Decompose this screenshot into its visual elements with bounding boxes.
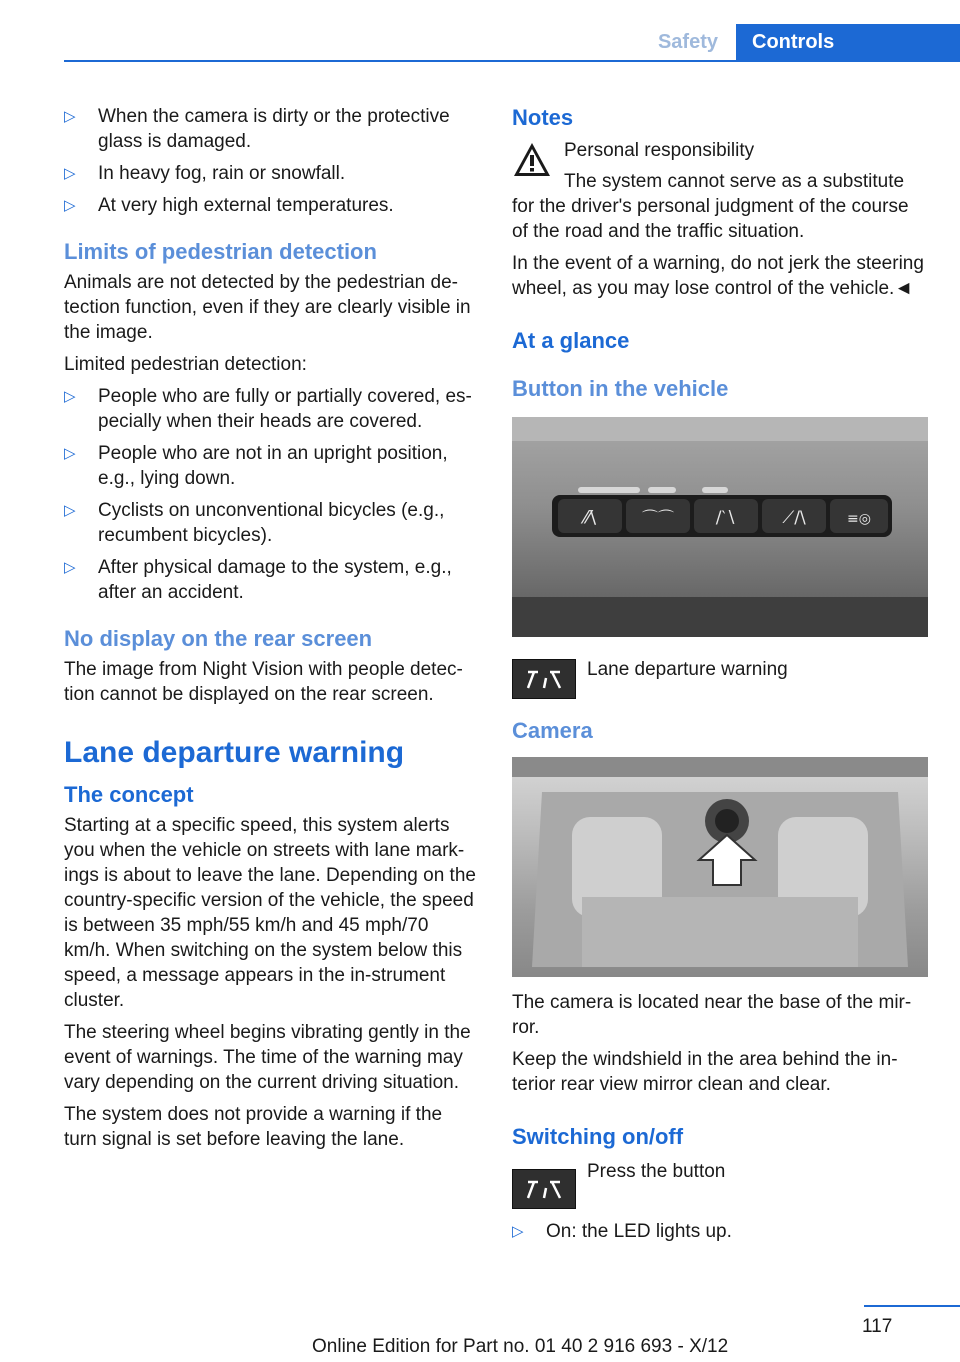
camera-heading: Camera [512,718,593,743]
svg-text:≡◎: ≡◎ [847,511,871,527]
bullet-triangle-icon: ▷ [64,388,76,405]
rear-screen-text: The image from Night Vision with people detec-tion cannot be displayed on the rear screen. [64,659,463,705]
switch-row [512,1159,928,1207]
list-item: ▷ People who are not in an upright position, e.g., lying down. [64,443,448,489]
list-item: ▷ People who are fully or partially covered, es-pecially when their heads are covered. [64,386,472,432]
camera-illustration [512,757,928,977]
lane-departure-button-icon [512,1169,576,1209]
button-panel-photo [512,417,928,637]
list-item: ▷ When the camera is dirty or the protective glass is damaged. [64,106,450,152]
button-heading: Button in the vehicle [512,376,729,401]
camera-paragraph-1: The camera is located near the base of the mir-ror. [512,992,912,1038]
notes-heading: Notes [512,105,574,130]
pedestrian-limited-label: Limited pedestrian detection: [64,354,307,375]
concept-heading: The concept [64,782,194,807]
list-item: ▷ After physical damage to the system, e.g., after an accident. [64,557,452,603]
concept-paragraph-1: Starting at a specific speed, this system alerts you when the vehicle on streets with lane mark-ings is about to leave the lane. Depending on the country-specific version of the vehicle, the speed is between 35 mph/55 km/h and 45 mph/70 km/h. When switching on the system below this speed, a message appears in the in-strument cluster. [64,815,476,1011]
header-rule [64,60,960,62]
svg-text:⟋/\: ⟋/\ [782,508,806,528]
footer-rule [864,1305,960,1307]
warning-triangle-icon [512,140,552,180]
concept-paragraph-3: The system does not provide a warning if the turn signal is set before leaving the lane. [64,1104,443,1150]
concept-paragraph-2: The steering wheel begins vibrating gently in the event of warnings. The time of the warning may vary depending on the current driving situation. [64,1022,471,1093]
svg-text:⁄⁄\: ⁄⁄\ [583,507,597,528]
section-title: Lane departure warning [64,736,405,769]
bullet-triangle-icon: ▷ [64,445,76,462]
svg-text:/‵∖: /‵∖ [715,508,737,528]
note-text-2: In the event of a warning, do not jerk the steering wheel, as you may lose control of the vehicle.◄ [512,253,924,299]
page-number: 117 [862,1316,893,1337]
button-panel-illustration [512,417,928,637]
list-item: ▷ On: the LED lights up. [512,1221,732,1242]
online-edition-note: Online Edition for Part no. 01 40 2 916 693 - X/12 [312,1336,729,1357]
lane-departure-button-icon [512,659,576,699]
pedestrian-limits-heading: Limits of pedestrian detection [64,239,377,264]
svg-text:⌒⌒: ⌒⌒ [641,508,675,527]
bullet-triangle-icon: ▷ [64,165,76,182]
bullet-triangle-icon: ▷ [512,1223,524,1240]
rear-screen-heading: No display on the rear screen [64,626,373,651]
right-column [512,104,928,1251]
bullet-triangle-icon: ▷ [64,108,76,125]
lane-departure-icon [524,1178,564,1200]
switch-text: Press the button [587,1161,726,1182]
camera-photo [512,757,928,977]
left-column [64,104,480,1159]
header-section-tab: Safety [657,31,718,53]
header-chapter-tab: Controls [736,24,960,61]
bullet-triangle-icon: ▷ [64,197,76,214]
list-item: ▷ In heavy fog, rain or snowfall. [64,163,346,184]
list-item: ▷ Cyclists on unconventional bicycles (e.g., recumbent bicycles). [64,500,445,546]
list-item: ▷ At very high external temperatures. [64,195,394,216]
pedestrian-limits-text: Animals are not detected by the pedestrian de-tection function, even if they are clearly visible in the image. [64,272,471,343]
camera-paragraph-2: Keep the windshield in the area behind the in-terior rear view mirror clean and clear. [512,1049,898,1095]
button-caption: Lane departure warning [587,659,788,680]
warning-note [512,138,928,301]
note-title: Personal responsibility [564,140,755,161]
button-caption-row [512,657,928,705]
bullet-triangle-icon: ▷ [64,502,76,519]
at-a-glance-heading: At a glance [512,328,630,353]
bullet-triangle-icon: ▷ [64,559,76,576]
lane-departure-icon [524,668,564,690]
note-text: The system cannot serve as a substitute for the driver's personal judgment of the course of the road and the traffic situation. [512,171,909,242]
switching-heading: Switching on/off [512,1124,684,1149]
